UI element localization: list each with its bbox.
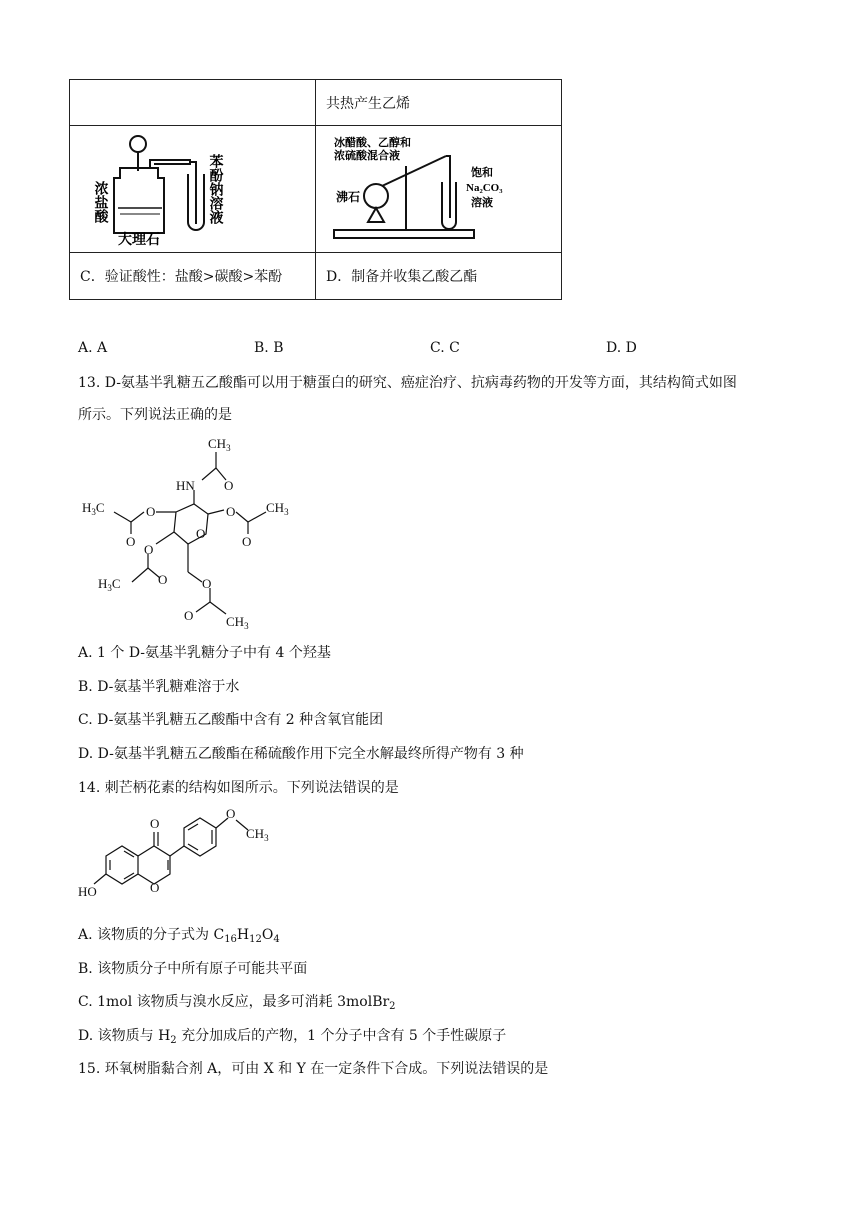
label-mixture-2: 浓硫酸混合液 <box>334 150 400 162</box>
table-cell-empty <box>70 80 316 126</box>
table-cell-d-condition: 共热产生乙烯 <box>316 80 562 126</box>
svg-text:O: O <box>146 504 156 519</box>
label-mixture: 冰醋酸、乙醇和 <box>334 137 411 149</box>
q14-structure <box>76 808 276 908</box>
q14-label-o-ring: O <box>150 880 160 895</box>
q13-stem-line1: 13. D-氨基半乳糖五乙酸酯可以用于糖蛋白的研究、癌症治疗、抗病毒药物的开发等方面，其结构简式如图 <box>78 375 737 391</box>
q13-option-c: C. D-氨基半乳糖五乙酸酯中含有 2 种含氧官能团 <box>78 712 384 728</box>
apparatus-d-figure <box>316 126 562 253</box>
q15-stem: 15. 环氧树脂黏合剂 A，可由 X 和 Y 在一定条件下合成。下列说法错误的是 <box>78 1061 549 1077</box>
apparatus-c-drawing <box>80 126 305 248</box>
q13-label-ch3-bottom: $CH_3$ <box>226 614 249 631</box>
label-boiling-chips: 沸石 <box>336 190 361 204</box>
q13-label-ch3-top: $CH_3$ <box>208 436 231 453</box>
caption-d: D．制备并收集乙酸乙酯 <box>316 253 562 300</box>
q14-stem: 14. 刺芒柄花素的结构如图所示。下列说法错误的是 <box>78 780 399 796</box>
svg-text:O: O <box>226 504 236 519</box>
q14-label-o-top: O <box>150 816 160 831</box>
q14-option-d: D. 该物质与 $H_2$ 充分加成后的产物，1 个分子中含有 5 个手性碳原子 <box>78 1028 507 1046</box>
label-solution: 溶液 <box>471 197 493 209</box>
apparatus-c-figure <box>70 126 316 253</box>
svg-text:O: O <box>202 576 212 591</box>
apparatus-d-drawing <box>326 126 551 248</box>
q14-label-ch3: $CH_3$ <box>246 826 269 843</box>
question-12-table <box>69 79 562 300</box>
q13-option-d: D. D-氨基半乳糖五乙酸酯在稀硫酸作用下完全水解最终所得产物有 3 种 <box>78 746 524 762</box>
svg-text:O: O <box>158 572 168 587</box>
q13-structure <box>76 432 316 632</box>
label-phenoxide: 苯酚钠溶液 <box>207 154 223 224</box>
svg-text:O: O <box>242 534 252 549</box>
label-conc-hcl: 浓盐酸 <box>92 181 108 223</box>
q12-option-a: A. A <box>78 340 108 356</box>
q13-option-b: B. D-氨基半乳糖难溶于水 <box>78 679 240 695</box>
q14-option-b: B. 该物质分子中所有原子可能共平面 <box>78 961 308 977</box>
svg-text:O: O <box>126 534 136 549</box>
svg-text:O: O <box>196 526 206 541</box>
q12-option-c: C. C <box>430 340 460 356</box>
q13-label-h3c-left: $H_3C$ <box>82 500 105 517</box>
svg-text:O: O <box>144 542 154 557</box>
q13-label-ch3-right: $CH_3$ <box>266 500 289 517</box>
q14-option-a: A. 该物质的分子式为 $C_{16}H_{12}O_4$ <box>78 927 280 945</box>
q14-option-c: C. 1mol 该物质与溴水反应，最多可消耗 3molBr$_2$ <box>78 994 396 1012</box>
q13-option-a: A. 1 个 D-氨基半乳糖分子中有 4 个羟基 <box>78 645 331 661</box>
caption-c: C．验证酸性：盐酸>碳酸>苯酚 <box>70 253 316 300</box>
label-saturated: 饱和 <box>471 167 493 179</box>
q14-label-o-methoxy: O <box>226 808 236 821</box>
svg-text:O: O <box>224 478 234 493</box>
q12-option-b: B. B <box>254 340 284 356</box>
q14-label-ho: HO <box>78 884 97 899</box>
q13-label-h3c-low: $H_3C$ <box>98 576 121 593</box>
label-marble: 大理石 <box>118 233 160 248</box>
q12-option-d: D. D <box>606 340 637 356</box>
q13-label-nh: HN <box>176 478 195 493</box>
svg-text:O: O <box>184 608 194 623</box>
q13-stem-line2: 所示。下列说法正确的是 <box>78 407 232 423</box>
label-na2co3: Na₂CO₃ <box>466 182 503 194</box>
